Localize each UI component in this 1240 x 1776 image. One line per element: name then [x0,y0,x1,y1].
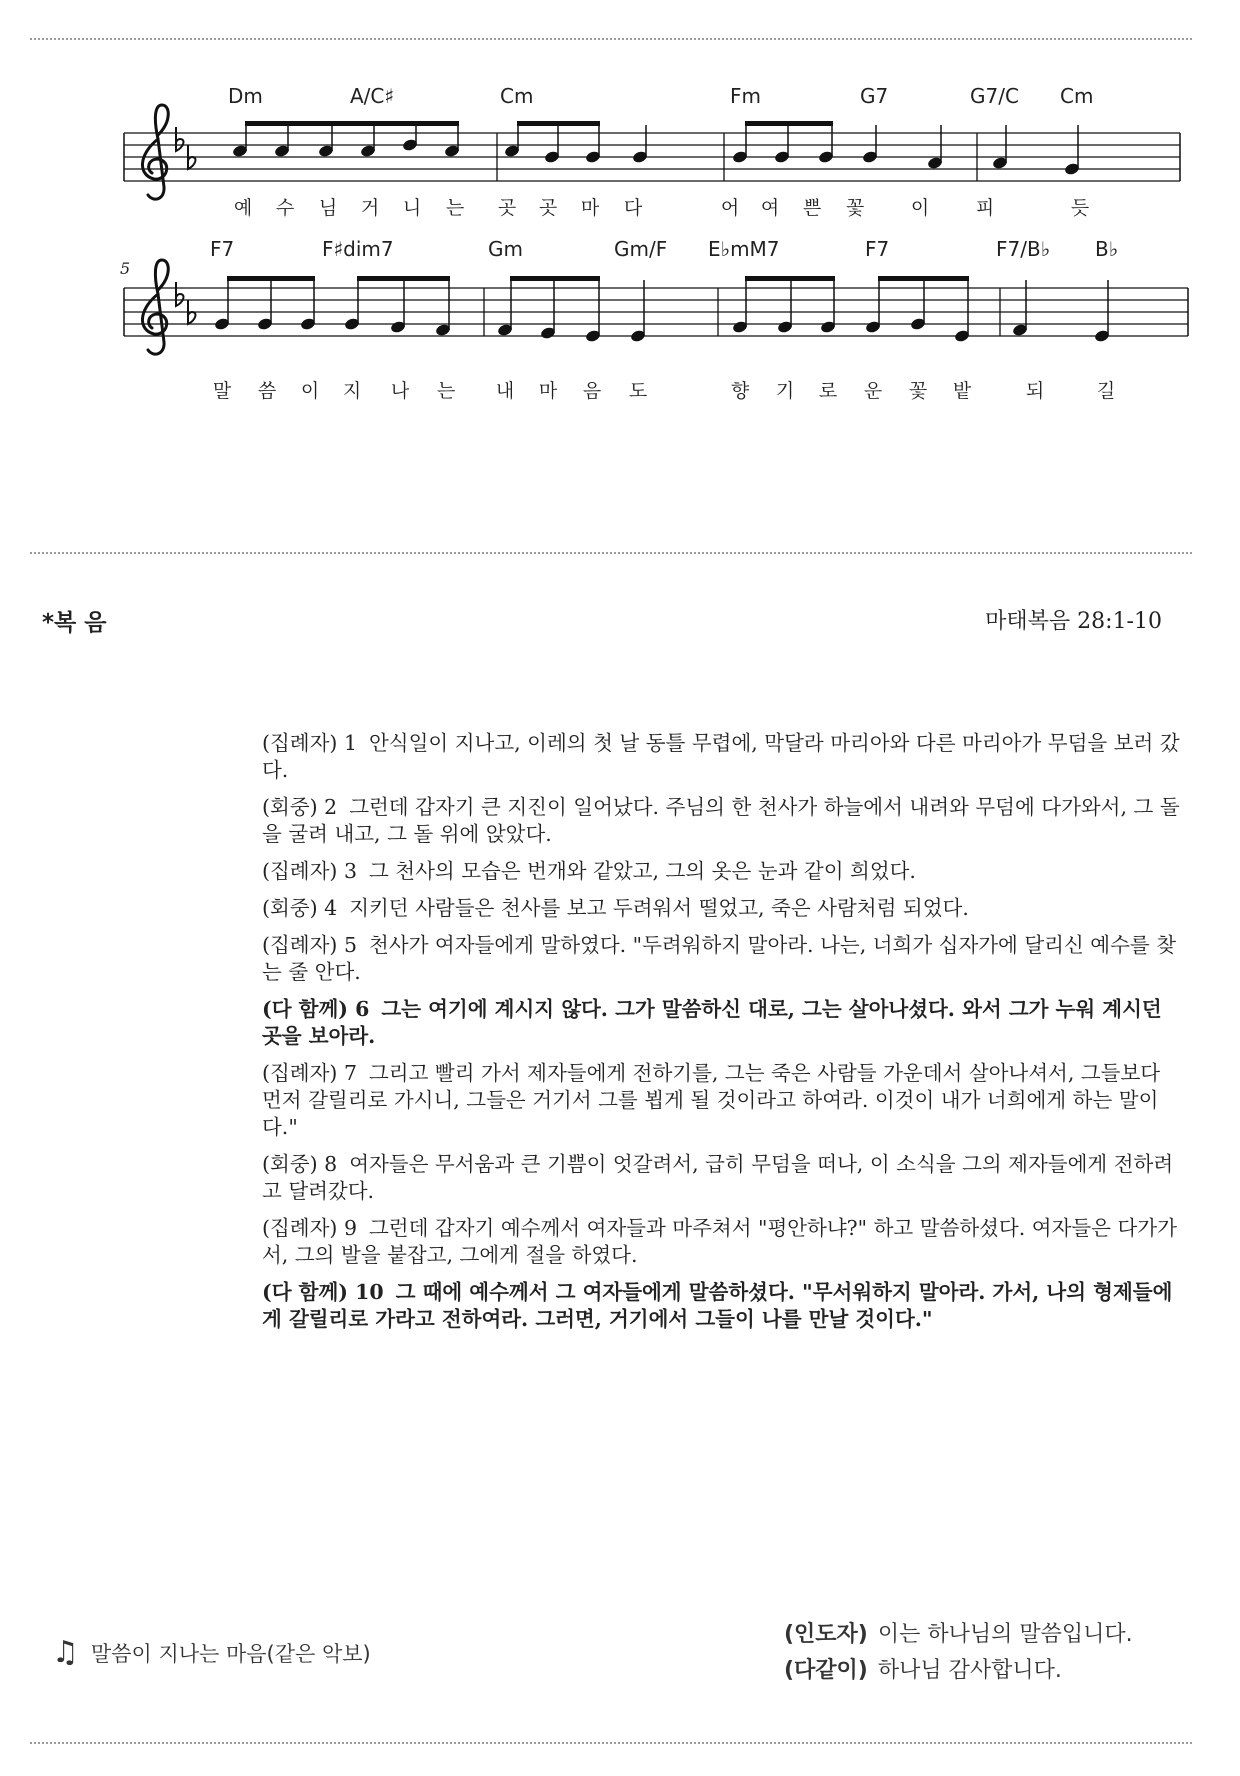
response-role: (다같이) [784,1658,868,1683]
verse-number: 10 [355,1280,384,1304]
chord-symbol: B♭ [1095,237,1119,261]
verse-text: 그런데 갑자기 큰 지진이 일어났다. 주님의 한 천사가 하늘에서 내려와 무덤에 다가와서, 그 돌을 굴려 내고, 그 돌 위에 앉았다. [262,795,1180,846]
verse-10 [262,1279,1182,1333]
chord-symbol: E♭mM7 [708,237,780,261]
lyric-syllable: 어 [720,197,740,219]
note-beam [245,121,459,126]
lyric-syllable: 내 [495,380,515,402]
music-note-icon: ♫ [52,1635,79,1670]
verse-speaker: (집례자) [262,1061,338,1085]
verse-speaker: (집례자) [262,859,338,883]
lyric-syllable: 듯 [1070,197,1090,219]
staff-row-2 [120,237,1188,402]
verse-number: 1 [343,731,357,755]
lyric-syllable: 곳 [538,197,558,219]
verse-1 [262,730,1182,784]
staff-row-1 [124,84,1180,219]
verse-speaker: (집례자) [262,933,338,957]
measure-number: 5 [120,259,131,278]
chord-symbol: Cm [500,84,534,108]
lyric-syllable: 되 [1025,380,1045,402]
chord-symbol: G7/C [970,84,1019,108]
verse-number: 3 [343,859,357,883]
middle-divider [30,552,1192,554]
lyric-syllable: 마 [538,380,558,402]
lyric-syllable: 기 [775,380,795,402]
note-beam [510,276,600,281]
lyric-syllable: 다 [623,197,643,219]
song-label: 말씀이 지나는 마음(같은 악보) [90,1641,371,1666]
verse-2 [262,794,1182,848]
verse-5 [262,932,1182,986]
lyric-syllable: 길 [1096,380,1116,402]
lyric-syllable: 는 [445,197,465,219]
verse-number: 7 [343,1061,357,1085]
song-reference [52,1635,371,1670]
chord-symbol: Gm/F [614,237,668,261]
verse-text: 여자들은 무서움과 큰 기쁨이 엇갈려서, 급히 무덤을 떠나, 이 소식을 그의 제자들에게 전하려고 달려갔다. [262,1152,1174,1203]
verse-number: 6 [355,997,370,1021]
verse-text: 그 천사의 모습은 번개와 같았고, 그의 옷은 눈과 같이 희었다. [368,859,916,883]
verse-speaker: (회중) [262,896,318,920]
bottom-divider [30,1742,1192,1744]
chord-symbol: F7 [210,237,235,261]
verse-text: 천사가 여자들에게 말하였다. "두려워하지 말아라. 나는, 너희가 십자가에 달리신 예수를 찾는 줄 안다. [262,933,1177,984]
verse-speaker: (집례자) [262,1216,338,1240]
note-beam [227,276,315,281]
lyric-syllable: 여 [760,197,780,219]
verse-7 [262,1060,1182,1141]
verse-3 [262,858,1182,885]
verse-9 [262,1215,1182,1269]
lyric-syllable: 는 [436,380,456,402]
verse-speaker: (집례자) [262,731,338,755]
verse-text: 안식일이 지나고, 이레의 첫 날 동틀 무렵에, 막달라 마리아와 다른 마리아가 무덤을 보러 갔다. [262,731,1180,782]
lyric-syllable: 이 [910,197,930,219]
chord-symbol: Gm [488,237,523,261]
lyric-syllable: 이 [300,380,320,402]
verse-number: 8 [324,1152,338,1176]
lyric-syllable: 로 [818,380,838,402]
verse-number: 4 [324,896,338,920]
chord-symbol: Cm [1060,84,1094,108]
lyric-syllable: 음 [582,380,602,402]
lyric-syllable: 운 [863,380,883,402]
lyric-syllable: 거 [360,197,380,219]
response-role: (인도자) [784,1622,868,1647]
verse-speaker: (회중) [262,1152,318,1176]
lyric-syllable: 피 [975,197,995,219]
lyric-syllable: 니 [402,197,422,219]
lyric-syllable: 마 [580,197,600,219]
note-beam [517,121,600,126]
verse-speaker: (다 함께) [262,1280,348,1304]
verse-number: 5 [343,933,357,957]
lyric-syllable: 곳 [497,197,517,219]
chord-symbol: Dm [228,84,263,108]
lyric-syllable: 향 [730,380,750,402]
chord-symbol: F7/B♭ [996,237,1051,261]
verse-text: 그 때에 예수께서 그 여자들에게 말씀하셨다. "무서워하지 말아라. 가서, 나의 형제들에게 갈릴리로 가라고 전하여라. 그러면, 거기에서 그들이 나를 만날 것이다." [262,1280,1173,1331]
note-beam [745,121,833,126]
lyric-syllable: 님 [318,197,338,219]
scripture-reference: 마태복음 28:1-10 [985,609,1162,634]
response-all [784,1653,1062,1684]
chord-symbol: G7 [860,84,889,108]
chord-symbol: F7 [865,237,890,261]
lyric-syllable: 꽃 [908,380,928,402]
lyric-syllable: 쁜 [802,197,822,219]
response-text: 이는 하나님의 말씀입니다. [877,1622,1133,1647]
note-beam [878,276,969,281]
verse-text: 그리고 빨리 가서 제자들에게 전하기를, 그는 죽은 사람들 가운데서 살아나셔서, 그들보다 먼저 갈릴리로 가시니, 그들은 거기서 그를 뵙게 될 것이라고 하여라. 이것이 내가 너희에게 하는 말이다." [262,1061,1161,1139]
chord-symbol: A/C♯ [350,84,395,108]
response-leader [784,1617,1133,1648]
verse-text: 그런데 갑자기 예수께서 여자들과 마주쳐서 "평안하냐?" 하고 말씀하셨다. 여자들은 다가가서, 그의 발을 붙잡고, 그에게 절을 하였다. [262,1216,1177,1267]
lyric-syllable: 도 [628,380,648,402]
response-text: 하나님 감사합니다. [877,1658,1062,1683]
section-title: *복 음 [42,610,107,636]
lyric-syllable: 말 [212,380,232,402]
verse-speaker: (다 함께) [262,997,348,1021]
lyric-syllable: 나 [390,380,410,402]
lyric-syllable: 수 [275,197,295,219]
lyric-syllable: 지 [342,380,362,402]
lyric-syllable: 밭 [952,380,972,402]
verse-number: 9 [343,1216,357,1240]
verse-8 [262,1151,1182,1205]
lyric-syllable: 예 [233,197,253,219]
verse-text: 그는 여기에 계시지 않다. 그가 말씀하신 대로, 그는 살아나셨다. 와서 그가 누워 계시던 곳을 보아라. [262,997,1162,1048]
note-beam [357,276,450,281]
chord-symbol: F♯dim7 [322,237,394,261]
verse-text: 지키던 사람들은 천사를 보고 두려워서 떨었고, 죽은 사람처럼 되었다. [349,896,969,920]
lyric-syllable: 꽃 [845,197,865,219]
responsive-reading [262,730,1182,1343]
lyric-syllable: 씀 [257,380,277,402]
verse-speaker: (회중) [262,795,318,819]
note-beam [745,276,835,281]
chord-symbol: Fm [730,84,761,108]
verse-6 [262,996,1182,1050]
verse-number: 2 [324,795,338,819]
sheet-music [0,0,1240,420]
verse-4 [262,895,1182,922]
